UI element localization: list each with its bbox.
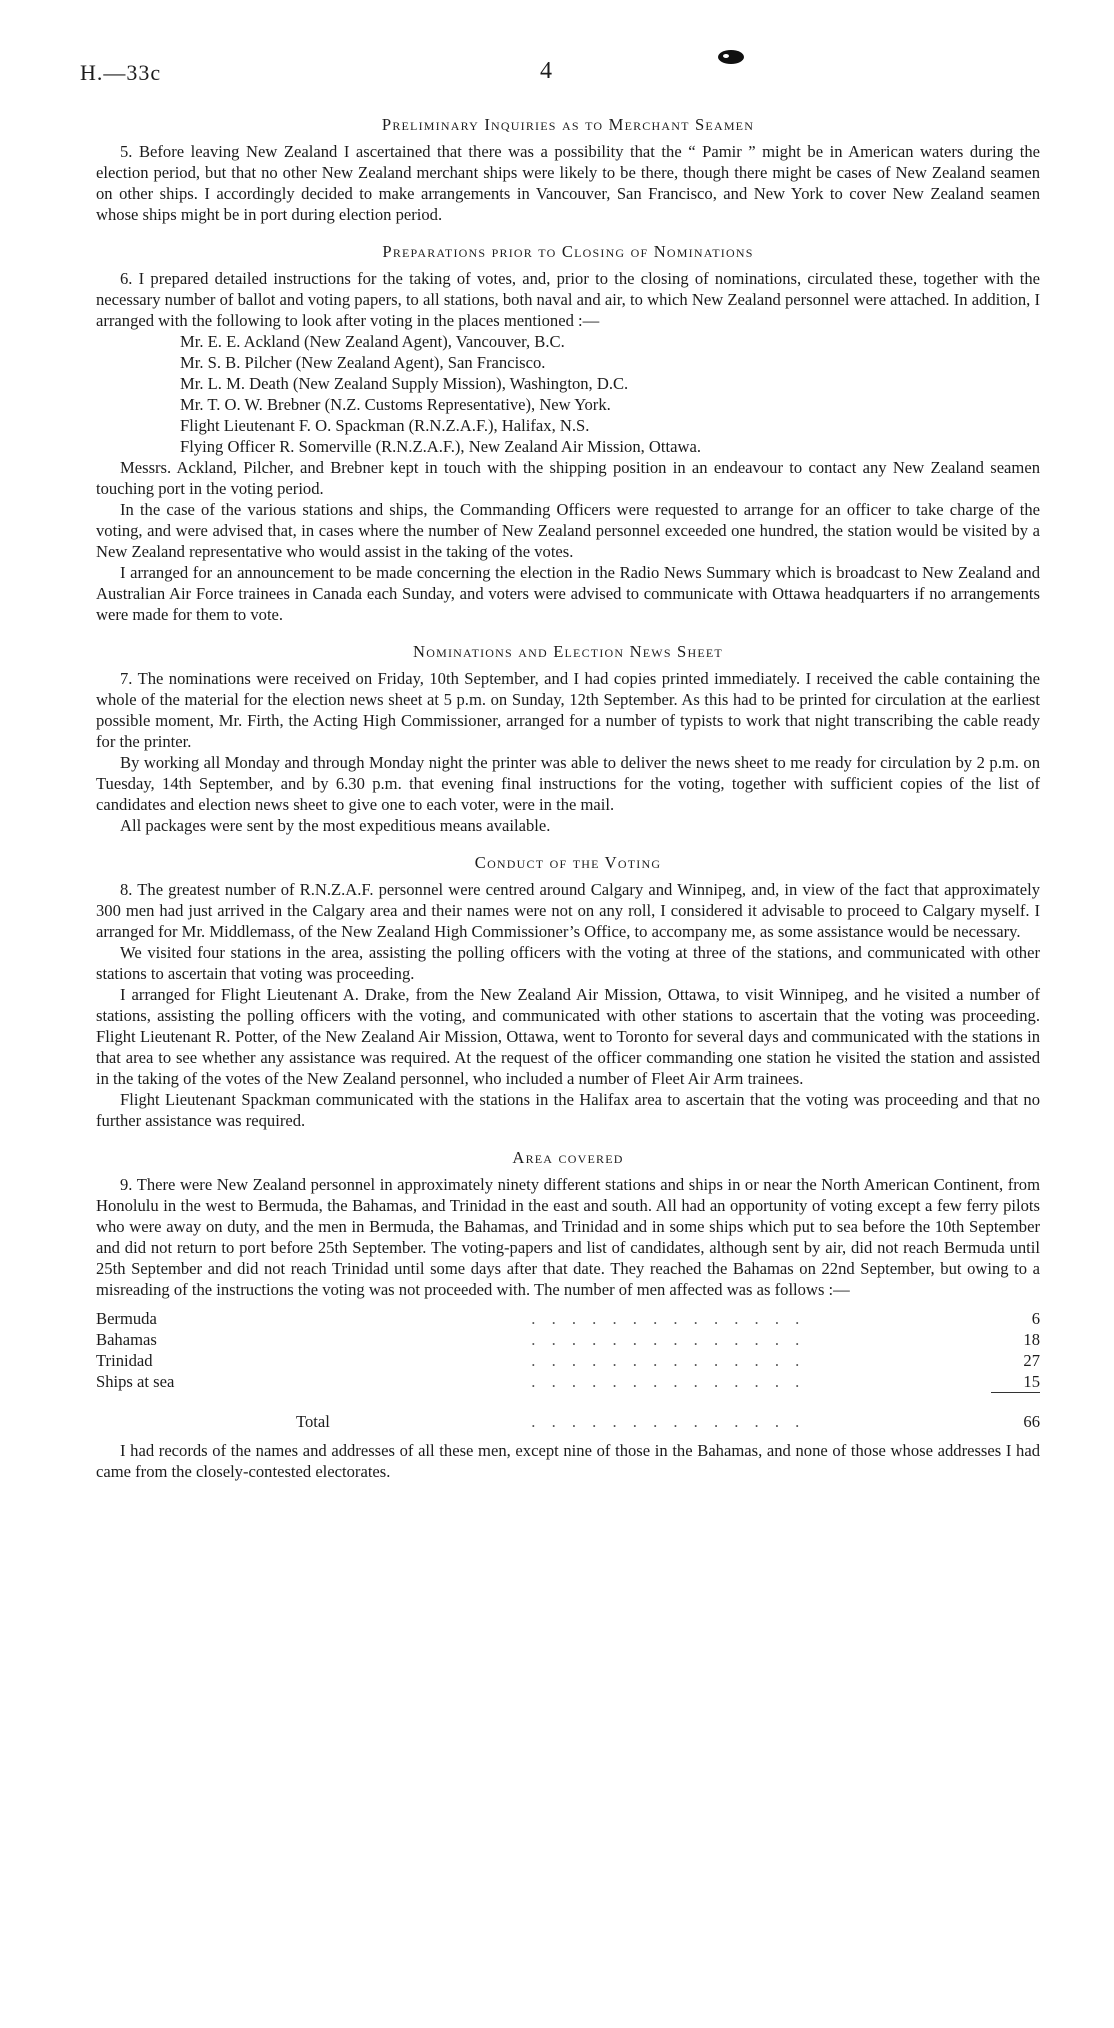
dot-leader: . . . . . . . . . . . . . . xyxy=(531,1411,806,1431)
paragraph: By working all Monday and through Monday night the printer was able to deliver the news sheet to me ready for circulation by 2 p.m. on Tuesday, 14th September, and by 6.30 p.m. that evening final instructions for the voting, together with sufficient copies of the list of candidates and election news sheet to give one to each voter, were in the mail. xyxy=(96,753,1040,814)
table-total-row xyxy=(96,1393,1040,1433)
table-row xyxy=(96,1329,1040,1350)
table-row xyxy=(96,1350,1040,1371)
table-total-value: 66 xyxy=(1023,1412,1040,1431)
table-row-value: 6 xyxy=(1031,1309,1040,1328)
paragraph: All packages were sent by the most expeditious means available. xyxy=(120,816,551,835)
paragraph: Flight Lieutenant Spackman communicated with the stations in the Halifax area to ascertain that the voting was proceeding and that no further assistance was required. xyxy=(96,1090,1040,1130)
section-heading-conduct: Conduct of the Voting xyxy=(474,853,662,872)
dot-leader: . . . . . . . . . . . . . . xyxy=(531,1309,806,1328)
representatives-list xyxy=(180,331,1040,457)
list-item: Mr. T. O. W. Brebner (N.Z. Customs Representative), New York. xyxy=(180,395,611,414)
table-row-value: 18 xyxy=(1023,1330,1040,1349)
list-item: Flying Officer R. Somerville (R.N.Z.A.F.), New Zealand Air Mission, Ottawa. xyxy=(180,437,701,456)
dot-leader: . . . . . . . . . . . . . . xyxy=(531,1330,806,1349)
table-row-label: Trinidad xyxy=(96,1351,153,1370)
paragraph-5: 5. Before leaving New Zealand I ascertained that there was a possibility that the “ Pamir ” might be in American waters during the election period, but that no other New Zealand merchant ships were likely to be there, though there might be cases of New Zealand seamen on other ships. I accordingly decided to make arrangements in Vancouver, San Francisco, and New York to cover New Zealand seamen whose ships might be in port during election period. xyxy=(96,142,1040,224)
section-heading-area-covered: Area covered xyxy=(512,1148,624,1167)
page-number: 4 xyxy=(540,58,552,84)
paragraph: We visited four stations in the area, assisting the polling officers with the voting at three of the stations, and communicated with other stations to ascertain that voting was proceeding. xyxy=(96,943,1040,983)
table-total-label: Total xyxy=(296,1411,330,1431)
paragraph-7: 7. The nominations were received on Friday, 10th September, and I had copies printed immediately. I received the cable containing the whole of the material for the election news sheet at 5 p.m. on Sunday, 12th September. As this had to be printed for circulation at the earliest possible moment, Mr. Firth, the Acting High Commissioner, arranged for a number of typists to work that night transcribing the cable ready for the printer. xyxy=(96,669,1040,751)
paragraph-6: 6. I prepared detailed instructions for the taking of votes, and, prior to the closing of nominations, circulated these, together with the necessary number of ballot and voting papers, to all stations, both naval and air, to which New Zealand personnel were attached. In addition, I arranged with the following to look after voting in the places mentioned :— xyxy=(96,269,1040,330)
paragraph: Messrs. Ackland, Pilcher, and Brebner kept in touch with the shipping position in an endeavour to contact any New Zealand seamen touching port in the voting period. xyxy=(96,458,1040,498)
ink-blot-mark xyxy=(716,48,746,66)
paragraph: In the case of the various stations and ships, the Commanding Officers were requested to arrange for an officer to take charge of the voting, and were advised that, in cases where the number of New Zealand personnel exceeded one hundred, the station would be visited by a New Zealand representative who would assist in the taking of the votes. xyxy=(96,500,1040,561)
section-heading-preparations: Preparations prior to Closing of Nominations xyxy=(382,242,754,261)
paragraph-9: 9. There were New Zealand personnel in approximately ninety different stations and ships in or near the North American Continent, from Honolulu in the west to Bermuda, the Bahamas, and Trinidad in the east and south. All had an opportunity of voting except a few ferry pilots who were away on duty, and the men in Bermuda, the Bahamas, and Trinidad and in some ships which put to sea before the 10th September and did not return to port before 25th September. The voting-papers and list of candidates, although sent by air, did not reach Bermuda until 25th September and did not reach Trinidad until some days after that date. They reached the Bahamas on 22nd September, but owing to a misreading of the instructions the voting was not proceeded with. The number of men affected was as follows :— xyxy=(96,1175,1040,1299)
list-item: Mr. L. M. Death (New Zealand Supply Mission), Washington, D.C. xyxy=(180,374,629,393)
document-body xyxy=(96,114,1040,1482)
table-row-label: Ships at sea xyxy=(96,1372,175,1392)
section-heading-nominations: Nominations and Election News Sheet xyxy=(413,642,723,661)
table-row-label: Bermuda xyxy=(96,1309,157,1328)
dot-leader: . . . . . . . . . . . . . . xyxy=(531,1372,806,1392)
document-reference: H.—33c xyxy=(80,60,162,85)
table-row-value: 27 xyxy=(1023,1351,1040,1370)
paragraph: I arranged for an announcement to be made concerning the election in the Radio News Summary which is broadcast to New Zealand and Australian Air Force trainees in Canada each Sunday, and voters were advised to communicate with Ottawa headquarters if no arrangements were made for them to vote. xyxy=(96,563,1040,624)
table-row-value: 15 xyxy=(991,1371,1040,1393)
closing-paragraph: I had records of the names and addresses of all these men, except nine of those in the Bahamas, and none of those whose addresses I had came from the closely-contested electorates. xyxy=(96,1441,1040,1481)
men-affected-table xyxy=(96,1308,1040,1432)
paragraph: I arranged for Flight Lieutenant A. Drake, from the New Zealand Air Mission, Ottawa, to visit Winnipeg, and he visited a number of stations, assisting the polling officers with the voting, and communicated with other stations to ascertain that the voting was proceeding. Flight Lieutenant R. Potter, of the New Zealand Air Mission, Ottawa, went to Toronto for several days and communicated with the stations in that area to see whether any assistance was required. At the request of the officer commanding one station he visited the station and assisted in the taking of the votes of the New Zealand personnel, who included a number of Fleet Air Arm trainees. xyxy=(96,985,1040,1088)
dot-leader: . . . . . . . . . . . . . . xyxy=(531,1351,806,1370)
table-row xyxy=(96,1371,1040,1393)
list-item: Mr. E. E. Ackland (New Zealand Agent), Vancouver, B.C. xyxy=(180,332,565,351)
paragraph-8: 8. The greatest number of R.N.Z.A.F. personnel were centred around Calgary and Winnipeg, and, in view of the fact that approximately 300 men had just arrived in the Calgary area and their names were not on any roll, I considered it advisable to proceed to Calgary myself. I arranged for Mr. Middlemass, of the New Zealand High Commissioner’s Office, to accompany me, as some assistance would be necessary. xyxy=(96,880,1040,941)
list-item: Mr. S. B. Pilcher (New Zealand Agent), San Francisco. xyxy=(180,353,546,372)
table-row xyxy=(96,1308,1040,1329)
list-item: Flight Lieutenant F. O. Spackman (R.N.Z.A.F.), Halifax, N.S. xyxy=(180,416,590,435)
table-row-label: Bahamas xyxy=(96,1330,157,1349)
section-heading-merchant-seamen: Preliminary Inquiries as to Merchant Seamen xyxy=(381,115,755,134)
